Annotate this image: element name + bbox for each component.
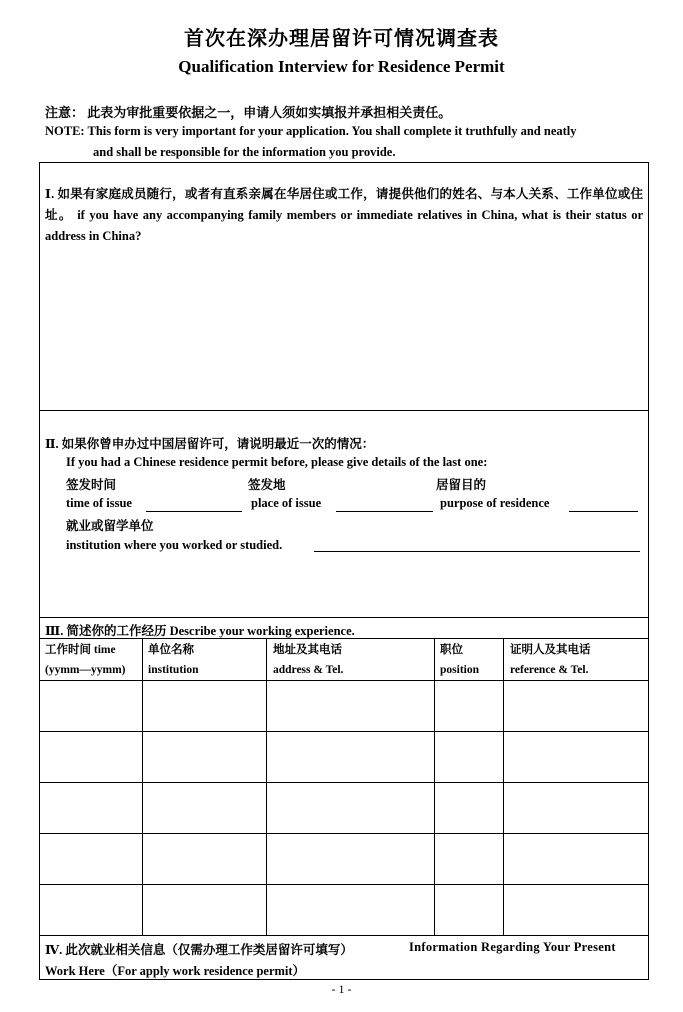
time-of-issue-field[interactable] (146, 511, 242, 512)
purpose-field[interactable] (569, 511, 638, 512)
place-of-issue-field[interactable] (336, 511, 433, 512)
time-of-issue-label-cn: 签发时间 (66, 478, 117, 492)
section4-heading-line2: Work Here（For apply work residence permit） (45, 964, 306, 978)
form-title-english: Qualification Interview for Residence Permit (178, 57, 505, 76)
divider-section2 (39, 617, 648, 618)
col-position-header (440, 640, 479, 680)
table-row[interactable] (40, 681, 647, 731)
col-reference-en: reference & Tel. (510, 664, 589, 676)
purpose-label-en: purpose of residence (440, 496, 550, 510)
note-chinese: 注意： 此表为审批重要依据之一，申请人须如实填报并承担相关责任。 (45, 105, 452, 120)
col-position-cn: 职位 (440, 644, 463, 656)
section1-question (45, 184, 643, 247)
col-institution-header (148, 640, 199, 680)
col-address-header (273, 640, 343, 680)
institution-label-en: institution where you worked or studied. (66, 538, 283, 552)
col-reference-header (510, 640, 591, 680)
col-time-header (45, 640, 125, 680)
col-address-en: address & Tel. (273, 664, 344, 676)
time-of-issue-label-en: time of issue (66, 496, 132, 510)
place-of-issue-label-en: place of issue (251, 496, 322, 510)
table-row[interactable] (40, 732, 647, 782)
col-institution-en: institution (148, 664, 199, 676)
section1-answer-area[interactable] (40, 250, 647, 410)
table-row[interactable] (40, 885, 647, 935)
col-address-cn: 地址及其电话 (273, 644, 342, 656)
col-institution-cn: 单位名称 (148, 644, 194, 656)
note-english-line1: NOTE: This form is very important for your application. You shall complete it truthfully and neatly (45, 124, 577, 138)
place-of-issue-label-cn: 签发地 (248, 478, 286, 492)
col-position-en: position (440, 664, 479, 676)
institution-field[interactable] (314, 551, 640, 552)
section4-heading-en: Information Regarding Your Present (409, 940, 616, 954)
col-time-en: (yymm—yymm) (45, 664, 126, 676)
divider-section1 (39, 410, 648, 411)
table-bottom-border (39, 935, 648, 936)
section1-question-cn: Ⅰ. 如果有家庭成员随行，或者有直系亲属在华居住或工作，请提供他们的姓名、与本人关系、工作单位或住址。 (45, 187, 643, 222)
institution-label-cn: 就业或留学单位 (66, 519, 154, 533)
section1-question-en: if you have any accompanying family members or immediate relatives in China, what is their status or address in China? (45, 208, 643, 243)
purpose-label-cn: 居留目的 (436, 478, 487, 492)
table-row[interactable] (40, 783, 647, 833)
form-title-chinese: 首次在深办理居留许可情况调查表 (184, 28, 499, 50)
page-number: - 1 - (331, 982, 352, 996)
table-row[interactable] (40, 834, 647, 884)
section2-heading-cn: Ⅱ. 如果你曾申办过中国居留许可，请说明最近一次的情况： (45, 437, 375, 451)
note-english-line2: and shall be responsible for the information you provide. (93, 145, 396, 159)
section4-heading-cn: Ⅳ. 此次就业相关信息（仅需办理工作类居留许可填写） (45, 943, 353, 957)
table-top-border (39, 638, 648, 639)
section2-heading-en: If you had a Chinese residence permit before, please give details of the last one: (66, 455, 488, 469)
col-reference-cn: 证明人及其电话 (510, 644, 591, 656)
section3-heading: Ⅲ. 简述你的工作经历 Describe your working experience. (45, 624, 355, 638)
col-time-cn: 工作时间 time (45, 644, 116, 656)
